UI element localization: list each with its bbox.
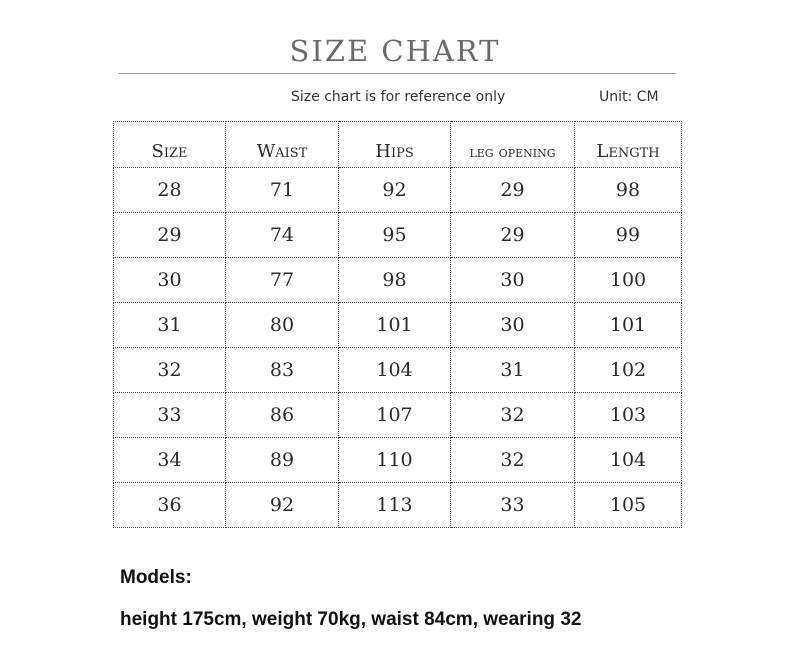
cell-leg-opening: 32 — [451, 393, 575, 438]
cell-length: 105 — [575, 483, 682, 528]
header-length: Length — [575, 122, 682, 168]
cell-waist: 77 — [226, 258, 339, 303]
cell-hips: 101 — [339, 303, 451, 348]
table-row — [114, 213, 682, 258]
cell-waist: 74 — [226, 213, 339, 258]
header-hips: Hips — [339, 122, 451, 168]
cell-hips: 98 — [339, 258, 451, 303]
cell-hips: 92 — [339, 168, 451, 213]
header-leg-opening: leg opening — [451, 122, 575, 168]
header-size: Size — [114, 122, 226, 168]
cell-size: 29 — [114, 213, 226, 258]
cell-size: 33 — [114, 393, 226, 438]
title-divider — [118, 73, 676, 74]
cell-hips: 113 — [339, 483, 451, 528]
cell-waist: 86 — [226, 393, 339, 438]
cell-size: 28 — [114, 168, 226, 213]
cell-leg-opening: 29 — [451, 168, 575, 213]
cell-length: 104 — [575, 438, 682, 483]
cell-size: 30 — [114, 258, 226, 303]
cell-waist: 80 — [226, 303, 339, 348]
cell-length: 98 — [575, 168, 682, 213]
cell-waist: 92 — [226, 483, 339, 528]
reference-note: Size chart is for reference only — [291, 89, 506, 105]
size-table-header — [114, 122, 682, 168]
unit-note: Unit: CM — [599, 89, 659, 105]
table-row — [114, 438, 682, 483]
cell-waist: 71 — [226, 168, 339, 213]
cell-waist: 89 — [226, 438, 339, 483]
cell-length: 101 — [575, 303, 682, 348]
models-details: height 175cm, weight 70kg, waist 84cm, wearing 32 — [120, 609, 582, 630]
table-row — [114, 348, 682, 393]
cell-length: 102 — [575, 348, 682, 393]
cell-length: 103 — [575, 393, 682, 438]
cell-hips: 95 — [339, 213, 451, 258]
table-row — [114, 303, 682, 348]
table-row — [114, 393, 682, 438]
table-row — [114, 258, 682, 303]
cell-leg-opening: 32 — [451, 438, 575, 483]
cell-leg-opening: 31 — [451, 348, 575, 393]
header-waist: Waist — [226, 122, 339, 168]
cell-size: 32 — [114, 348, 226, 393]
cell-leg-opening: 30 — [451, 303, 575, 348]
cell-leg-opening: 30 — [451, 258, 575, 303]
header-row — [114, 122, 682, 168]
size-table-body — [114, 168, 682, 528]
cell-length: 99 — [575, 213, 682, 258]
table-row — [114, 483, 682, 528]
size-table — [113, 121, 682, 528]
cell-size: 36 — [114, 483, 226, 528]
page-title: SIZE CHART — [289, 34, 501, 68]
cell-waist: 83 — [226, 348, 339, 393]
cell-hips: 107 — [339, 393, 451, 438]
cell-hips: 104 — [339, 348, 451, 393]
cell-hips: 110 — [339, 438, 451, 483]
cell-leg-opening: 29 — [451, 213, 575, 258]
cell-size: 34 — [114, 438, 226, 483]
cell-size: 31 — [114, 303, 226, 348]
cell-leg-opening: 33 — [451, 483, 575, 528]
cell-length: 100 — [575, 258, 682, 303]
models-heading: Models: — [120, 567, 192, 588]
table-row — [114, 168, 682, 213]
